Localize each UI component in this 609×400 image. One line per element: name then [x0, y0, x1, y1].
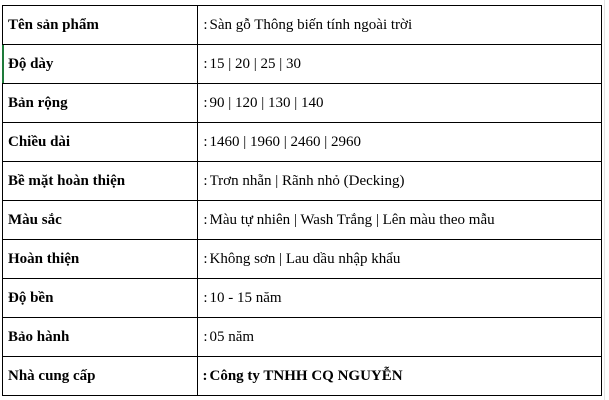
- colon-cell[interactable]: :: [198, 6, 210, 45]
- spec-label-cell[interactable]: Tên sản phẩm: [3, 6, 198, 45]
- spec-value-cell[interactable]: Trơn nhẵn | Rãnh nhỏ (Decking): [210, 162, 602, 201]
- table-row: [3, 318, 602, 357]
- spec-value-cell[interactable]: Không sơn | Lau dầu nhập khẩu: [210, 240, 602, 279]
- colon-cell[interactable]: :: [198, 279, 210, 318]
- spec-value-cell[interactable]: 05 năm: [210, 318, 602, 357]
- spec-label-cell[interactable]: Bảo hành: [3, 318, 198, 357]
- spec-label-cell[interactable]: Hoàn thiện: [3, 240, 198, 279]
- spec-value-cell[interactable]: 10 - 15 năm: [210, 279, 602, 318]
- spec-label-cell[interactable]: Chiều dài: [3, 123, 198, 162]
- table-row: [3, 45, 602, 84]
- colon-cell[interactable]: :: [198, 123, 210, 162]
- table-row: [3, 240, 602, 279]
- spec-value-cell[interactable]: 1460 | 1960 | 2460 | 2960: [210, 123, 602, 162]
- table-row: [3, 84, 602, 123]
- product-spec-table: [2, 5, 602, 396]
- colon-cell[interactable]: :: [198, 318, 210, 357]
- spec-value-cell[interactable]: Màu tự nhiên | Wash Trắng | Lên màu theo mẫu: [210, 201, 602, 240]
- active-cell-indicator: [2, 45, 4, 83]
- table-row: [3, 162, 602, 201]
- table-row: [3, 357, 602, 396]
- spec-label-cell[interactable]: Độ bền: [3, 279, 198, 318]
- spec-label-cell[interactable]: Bề mặt hoàn thiện: [3, 162, 198, 201]
- spec-value-cell[interactable]: 15 | 20 | 25 | 30: [210, 45, 602, 84]
- colon-cell[interactable]: :: [198, 240, 210, 279]
- table-row: [3, 6, 602, 45]
- colon-cell[interactable]: :: [198, 162, 210, 201]
- spec-label-cell[interactable]: Nhà cung cấp: [3, 357, 198, 396]
- spec-label-cell[interactable]: Bản rộng: [3, 84, 198, 123]
- spec-value-cell[interactable]: Công ty TNHH CQ NGUYỄN: [210, 357, 602, 396]
- table-row: [3, 201, 602, 240]
- table-row: [3, 123, 602, 162]
- colon-cell[interactable]: :: [198, 84, 210, 123]
- spec-value-cell[interactable]: Sàn gỗ Thông biến tính ngoài trời: [210, 6, 602, 45]
- colon-cell[interactable]: :: [198, 45, 210, 84]
- table-row: [3, 279, 602, 318]
- spec-value-cell[interactable]: 90 | 120 | 130 | 140: [210, 84, 602, 123]
- colon-cell[interactable]: :: [198, 201, 210, 240]
- spec-label-cell[interactable]: Độ dày: [3, 45, 198, 84]
- colon-cell[interactable]: :: [198, 357, 210, 396]
- spec-label-cell[interactable]: Màu sắc: [3, 201, 198, 240]
